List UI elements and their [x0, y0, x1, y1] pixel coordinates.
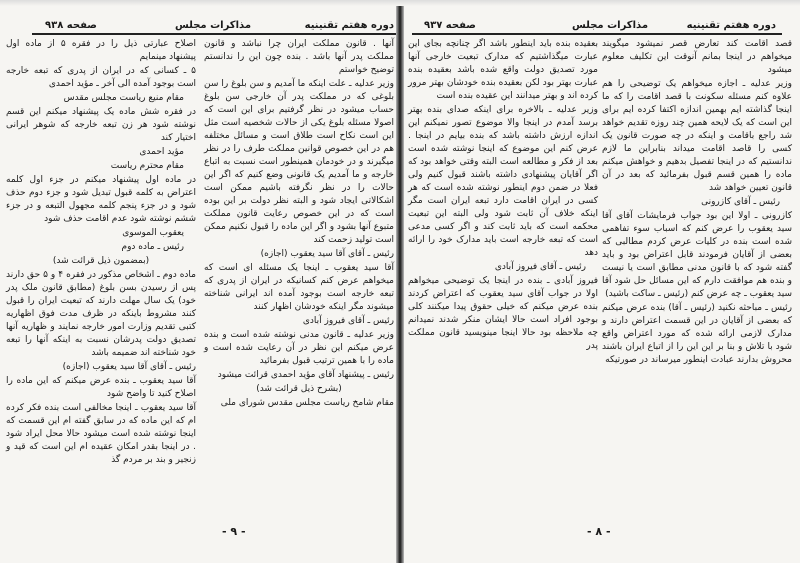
paragraph: رئیس ـ آقای فیروز آبادی [302, 316, 394, 326]
paragraph: رئیس ـ آقای فیروز آبادی [494, 262, 586, 272]
paragraph: آقا سید یعقوب ـ بنده عرض میکنم که این ماده را اصلاح کنید تا واضح شود [6, 376, 196, 399]
column-right [602, 38, 792, 368]
column-left [6, 38, 196, 468]
header-period: دوره هفتم تقنینیه [304, 20, 394, 31]
paragraph: در فقره شش ماده یک پیشنهاد میکنم این قسم نوشته شود هر زن تبعه خارجه که شوهر ایرانی اختیار کند [6, 107, 196, 143]
paragraph: فیروز آبادی ـ بنده در اینجا یک توضیحی میخواهم اولا در جواب آقای سید یعقوب که اعتراض کردند بنده عرض میکنم که خیلی حقوق پیدا میکنند کلی بوجود افراد است حالا ایشان منکر شدند نمیدانم چه ملاحظه بود حالا اینجا مینویسید قانون مملکت پدر [408, 276, 598, 351]
paragraph: مقام منیع ریاست مجلس مقدس [63, 93, 184, 103]
header-title: مذاکرات مجلس [175, 20, 252, 31]
paragraph: ۵ ـ کسانی که در ایران از پدری که تبعه خارجه است بوجود آمده الی آخر ـ مؤید احمدی [6, 66, 196, 89]
paragraph: آقا سید یعقوب ـ اینجا مخالفی است بنده فکر کرده ام که این ماده که در سابق گفته ام این قسمت که اینجا نوشته شده است میشود حالا محل ایراد شود . در اینجا بقدر امکان عقیده ام این است که قید و زنجیر و بند بر مردم گذ [6, 403, 196, 465]
paragraph: رئیس ـ آقای آقا سید یعقوب (اجازه) [62, 362, 196, 372]
paragraph: در ماده اول پیشنهاد میکنم در جزء اول کلمه اعتراض به کلمه قبول تبدیل شود و جزء دوم حذف شود و در جزء پنجم کلمه مجهول التبعه و در جزء ششم نوشته شود عدم اقامت حذف شود [6, 175, 196, 224]
paragraph: وزیر عدلیه ـ علت اینکه ما آمدیم و سن بلوغ را سن بلوغی که در مملکت پدر آن خارجی سن بلوغ حساب میشود در نظر گرفتیم برای این است که اصولا مسئله بلوغ یکی از حالات شخصیه است مثل این است نکاح است طلاق است و مسائل مختلفه هم در این خصوص قوانین مملکت طرف را در نظر میگیرند و در خودمان همینطور است نسبت به اتباع خارجه و ما آمدیم یک قانونی وضع کنیم که اگر این حالات را در نظر نگرفته باشیم ممکن است اشکالاتی ایجاد شود و البته نظر دولت بر این بوده است که در این خصوص رعایت قانون مملکت متبوع آنها بشود و اگر این ماده را قبول نکنیم ممکن است تولید زحمت کند [203, 79, 394, 245]
book-binding [396, 0, 404, 563]
column-left [408, 38, 598, 354]
paragraph: رئیس ـ آقای کازرونی [701, 197, 780, 207]
column-right [204, 38, 394, 411]
scan-edge [0, 0, 800, 6]
paragraph: (بشرح ذیل قرائت شد) [256, 384, 342, 394]
header-title: مذاکرات مجلس [572, 20, 649, 31]
left-page [0, 0, 398, 563]
page-number-footer: - ۹ - [222, 525, 246, 538]
paragraph: یعقوب الموسوی [122, 228, 184, 238]
paragraph: بعقیده بنده باید اینطور باشد اگر چنانچه بجای این عبارت میگذاشتیم که مدارک تبعیت خارجی آنها مورد تصدیق دولت واقع شده باشد بعقیده بنده عبارت بهتر بود لکن بعقیده بنده خودشان بهتر مرور کرده اند و بهتر میدانند این عقیده بنده است [408, 39, 598, 101]
paragraph: آقا سید یعقوب ـ اینجا یک مسئله ای است که میخواهم عرض کنم کسانیکه در ایران از پدری که تبعه خارجه است بوجود آمده اند ایرانی شناخته میشوند مگر اینکه خودشان اظهار کنند [204, 263, 394, 312]
page-header [0, 20, 398, 34]
paragraph: وزیر عدلیه ـ بالاخره برای اینکه صدای بنده بهتر برسد آمدم در اینجا والا موضوع تصور نمیکنم این اندازه ارزش داشته باشد که بنده بیایم در اینجا . عرض کنم این موضوع که اینجا نوشته شده است بعد از فکر و مطالعه است البته وقتی خواهد بود که اگر آقایان پیشنهادی داشته باشند قبول کنیم ولی فعلا در ضمن دوم اینطور نوشته شده است که هر کسی در ایران اقامت دارد تبعه ایران است مگر اینکه خلاف آن ثابت شود ولی البته این تبعیت محکمه است که باید ثابت کند و اگر کسی مدعی است که تبعه خارجه است باید مدارک خود را ارائه دهد [408, 105, 598, 258]
header-rule [32, 33, 398, 35]
paragraph: قصد اقامت کند تعارض قصر نمیشود میگویند میخواهم در اینجا بمانم آنوقت این تکلیف معلوم میشود [602, 39, 792, 75]
paragraph: مؤید احمدی [139, 147, 184, 157]
paragraph: وزیر عدلیه ـ قانون مدنی نوشته شده است و بنده عرض میکنم این نظر در آن رعایت شده است و ماده را با همین ترتیب قبول بفرمائید [204, 330, 394, 366]
paragraph: کازرونی ـ اولا این بود جواب فرمایشات آقای آقا سید یعقوب را عرض کنم که اسباب سوء تفاهمی شده است بنده در کلیات عرض کردم مطالبی که بعضی از آقایان فرمودند قابل اعتراض بود و باید گفته شود که با قانون مدنی مطابق است یا نیست و بنده هم موافقت دارم که این مسائل حل شود آقا سید یعقوب ـ چه عرض کنم (رئیس ـ ساکت باشید) [602, 211, 792, 299]
paragraph: وزیر عدلیه ـ اجازه میخواهم یک توضیحی را هم علاوه کنم مسئله سکونت با قصد اقامت را که ما اینجا گذاشته ایم بهمین اندازه اکتفا کرده ایم برای این است که یک لایحه همین چند روزه تقدیم خواهد شد راجع باقامت و اینکه در چه صورت قانون یک کسی را قاصد اقامت میداند بنابراین ما لازم ندانستیم که در اینجا تفصیل بدهیم و خواهش میکنم ماده را همین قسم قبول بفرمائید که بعد در آن قانون تعیین خواهد شد [602, 79, 792, 193]
right-page [402, 0, 800, 563]
paragraph: ماده دوم ـ اشخاص مذکور در فقره ۴ و ۵ حق دارند پس از رسیدن بسن بلوغ (مطابق قانون ملک پدر خود) یک سال مهلت دارند که تبعیت ایران را قبول کنند مشروط باینکه در ظرف مدت فوق اظهاریه کتبی تقدیم وزارت امور خارجه نمایند و ظهاریه آنها تصدیق دولت پدرشان نسبت به اینکه آنها را تبعه خود شناخته اند ضمیمه باشد [6, 270, 196, 358]
page-number-footer: - ۸ - [587, 525, 611, 538]
page-number-header: صفحه ۹۳۷ [424, 20, 476, 31]
header-period: دوره هفتم تقنینیه [686, 20, 776, 31]
paragraph: رئیس ـ آقای آقا سید یعقوب (اجازه) [260, 249, 394, 259]
paragraph: اصلاح عبارتی ذیل را در فقره ۵ از ماده اول پیشنهاد مینمایم [6, 39, 196, 62]
paragraph: مقام محترم ریاست [110, 161, 184, 171]
header-rule [412, 33, 782, 35]
paragraph: آنها . قانون مملکت ایران چرا نباشد و قانون مملکت پدر آنها باشد . بنده چون این را ندانستم توضیح خواستم [204, 39, 394, 75]
paragraph: رئیس ـ ماده دوم [121, 242, 184, 252]
paragraph: رئیس ـ پیشنهاد آقای مؤید احمدی قرائت میشود [217, 370, 394, 380]
paragraph: (بمضمون ذیل قرائت شد) [52, 256, 150, 266]
page-number-header: صفحه ۹۳۸ [45, 20, 97, 31]
paragraph: رئیس ـ مباحثه نکنید (رئیس ـ آقا) بنده عرض میکنم که بعضی از آقایان در این قسمت اعتراض دارند و مدارک لازمی ارائه شده که مورد اعتراض واقع شود با تلاش و بنا بر این این را از اتباع ایران باشند محروش بدارند عبادت اینطور میرساند در صورتیکه [602, 303, 792, 365]
page-header [402, 20, 800, 34]
paragraph: مقام شامخ ریاست مجلس مقدس شورای ملی [220, 398, 394, 408]
